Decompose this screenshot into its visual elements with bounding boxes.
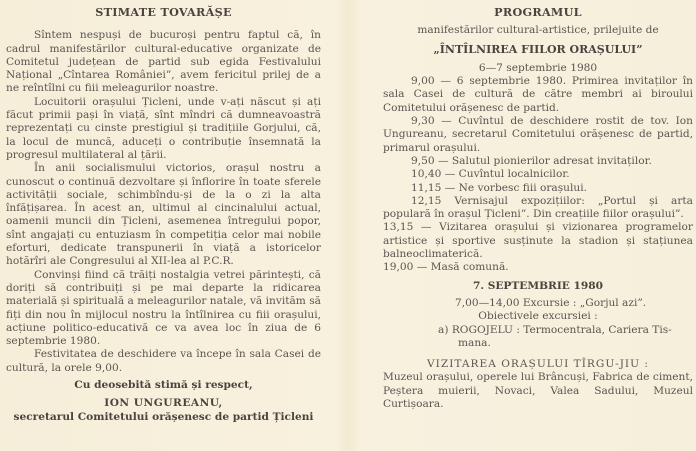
letter-paragraph: Locuitorii orașului Țicleni, unde v-ați născut și ați făcut primii pași în viață, sînt mîndri că dumneavoastră reprezentați cu cinste prestigiul și tradițiile Gorjului, că, la locul de muncă, aduceți o contribuție însemnată la progresul multilateral al țării. — [6, 95, 321, 161]
objective-a-cont: mana. — [458, 336, 491, 349]
program-subtitle: manifestărilor cultural-artistice, prilejuite de — [417, 24, 659, 37]
program-item: 9,30 — Cuvîntul de deschidere rostit de tov. Ion Ungureanu, secretarul Comitetului orășenesc de partid, primarul orașului. — [383, 115, 693, 154]
letter-closing: Cu deosebită stimă și respect, — [74, 379, 253, 392]
invitation-letter — [6, 0, 321, 424]
visit-title: VIZITAREA ORAȘULUI TÎRGU-JIU : — [427, 358, 649, 371]
program-item: 9,00 — 6 septembrie 1980. Primirea invitaților în sala Casei de cultură de către membri ai biroului Comitetului orășenesc de partid. — [383, 75, 693, 114]
festival-title: „ÎNTÎLNIREA FIILOR ORAȘULUI” — [433, 42, 643, 56]
objective-a: a) ROGOJELU : Termocentrala, Cariera Tis- — [438, 323, 672, 336]
letter-paragraph: Sîntem nespuși de bucuroși pentru faptul că, în cadrul manifestărilor cultural-educative organizate de Comitetul județean de partid sub egida Festivalului Național „Cîntarea României”, avem fericitul prilej de a ne reîntîlni cu fiii meleagurilor noastre. — [6, 29, 321, 95]
signature-role: secretarul Comitetului orășenesc de partid Țicleni — [13, 410, 314, 423]
letter-paragraph: Festivitatea de deschidere va începe în sala Casei de cultură, la orele 9,00. — [6, 348, 321, 374]
program-item: 11,15 — Ne vorbesc fiii orașului. — [411, 181, 587, 194]
program-title: PROGRAMUL — [494, 5, 582, 19]
excursion-line: 7,00—14,00 Excursie : „Gorjul azi”. — [455, 296, 647, 309]
program-item: 9,50 — Salutul pionierilor adresat invitaților. — [411, 154, 652, 167]
signature-name: ION UNGUREANU, — [104, 397, 223, 410]
objectives-label: Obiectivele excursiei : — [478, 310, 598, 323]
program-item: 19,00 — Masă comună. — [383, 261, 509, 274]
day2-title: 7. SEPTEMBRIE 1980 — [472, 279, 604, 292]
letter-paragraph: În anii socialismului victorios, orașul nostru a cunoscut o continuă dezvoltare și înflorire în toate sferele activității sociale, schimbîndu-și de la o zi la alta înfățișarea. În acest an, ultimul al cincinalului actual, oamenii muncii din Țicleni, asemenea întregului popor, sînt angajați cu entuziasm în competiția celor mai nobile eforturi, dedicate transpunerii în viață a istoricelor hotărîri ale Congresului al XII-lea al P.C.R. — [6, 162, 321, 268]
program-dates: 6—7 septembrie 1980 — [478, 61, 598, 74]
program-item: 12,15 Vernisajul expozițiilor: „Portul și arta populară în orașul Țicleni”. Din creațiile fiilor orașului”. — [383, 194, 693, 221]
event-program — [383, 0, 693, 411]
program-item: 10,40 — Cuvîntul localnicilor. — [411, 168, 570, 181]
program-item: 13,15 — Vizitarea orașului și vizionarea programelor artistice și sportive susținute la stadion și stațiunea balneoclimaterică. — [383, 221, 693, 261]
letter-title: STIMATE TOVARĂȘE — [95, 5, 232, 19]
visit-text: Muzeul orașului, operele lui Brâncuși, Fabrica de ciment, Peștera muierii, Novaci, Valea Sadului, Muzeul Curtișoara. — [383, 371, 693, 411]
letter-paragraph: Convinși fiind că trăiți nostalgia vetrei părintești, că doriți să contribuiți și pe mai departe la ridicarea materială și spirituală a meleagurilor natale, vă invităm să fiți din nou în mijlocul nostru la întîlnirea cu fiii orașului, acțiune politico-educativă ce va avea loc în ziua de 6 septembrie 1980. — [6, 268, 321, 348]
